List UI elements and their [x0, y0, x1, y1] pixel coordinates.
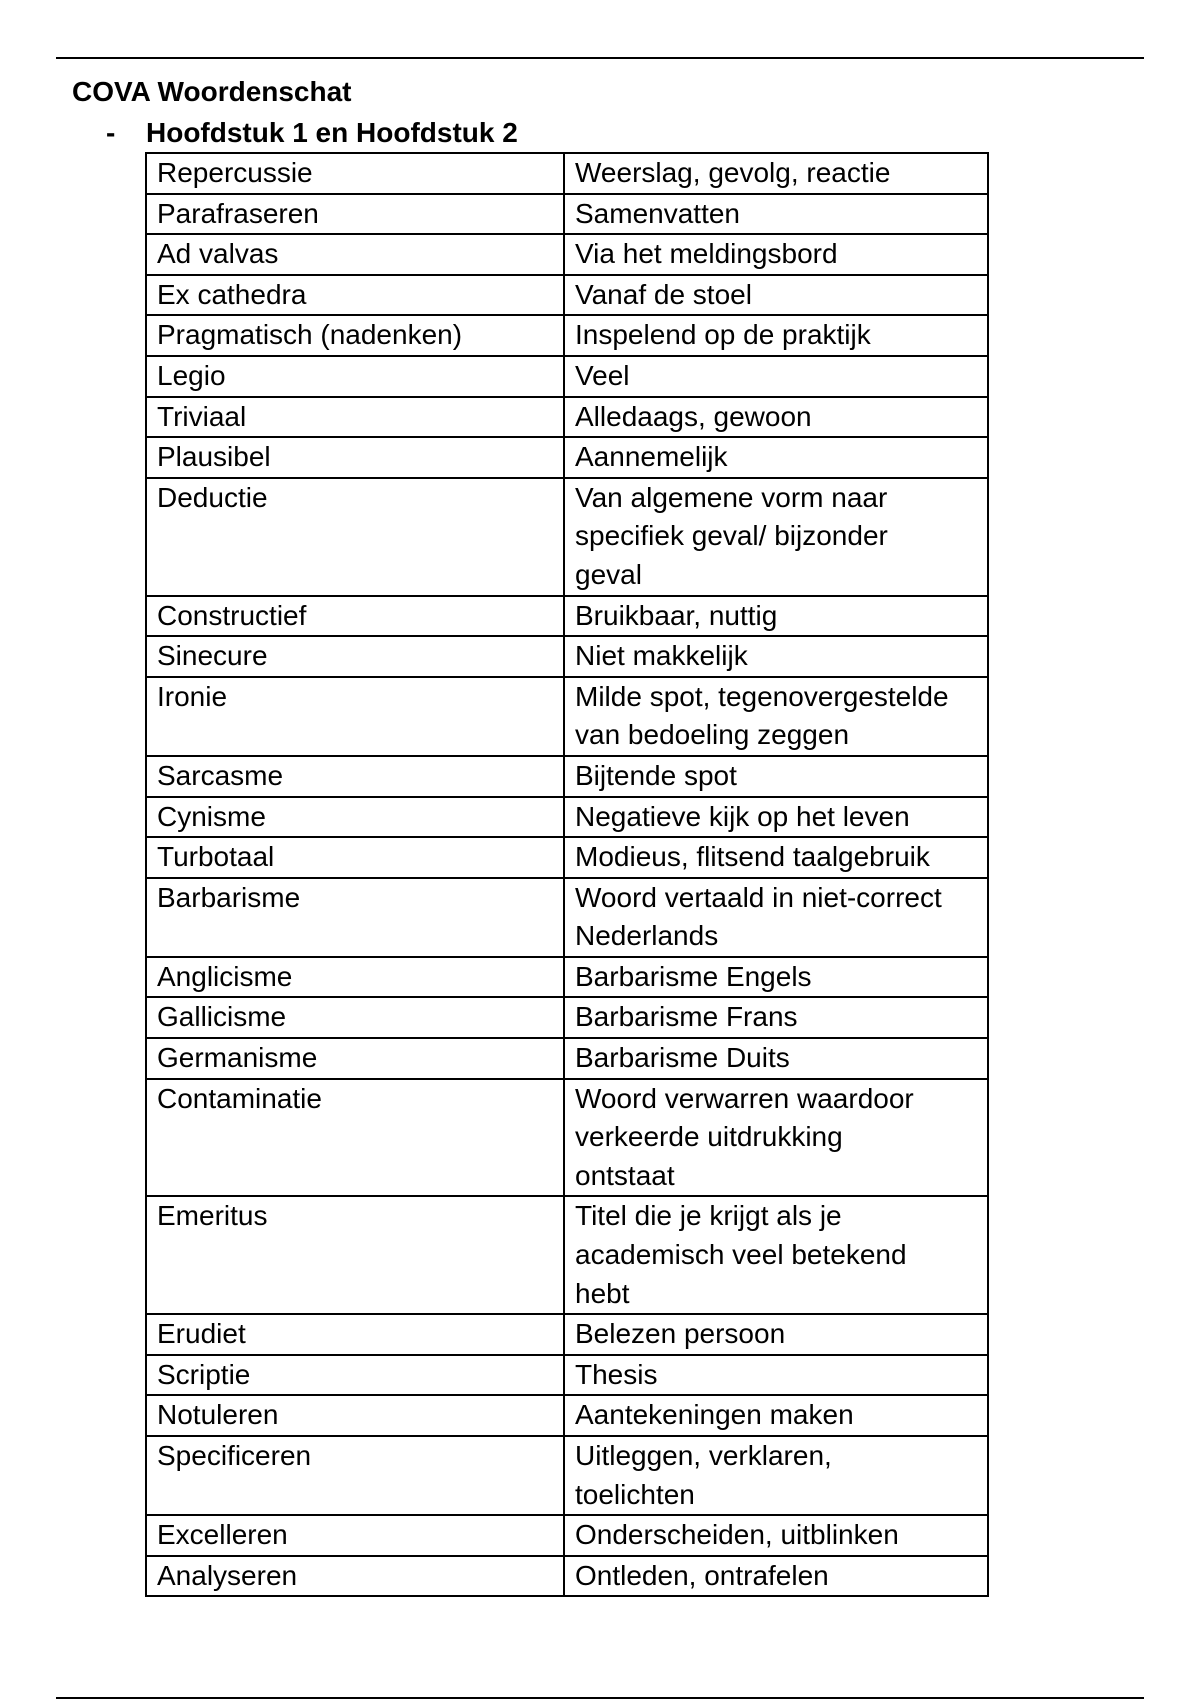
- definition-cell: Aannemelijk: [564, 437, 988, 478]
- definition-cell: Thesis: [564, 1355, 988, 1396]
- table-row: [146, 1436, 988, 1515]
- table-row: [146, 596, 988, 637]
- term-cell: Barbarisme: [146, 878, 564, 957]
- table-row: [146, 1079, 988, 1197]
- definition-cell: Barbarisme Duits: [564, 1038, 988, 1079]
- definition-cell: Vanaf de stoel: [564, 275, 988, 316]
- definition-cell: Niet makkelijk: [564, 636, 988, 677]
- definition-cell: Aantekeningen maken: [564, 1395, 988, 1436]
- definition-cell: Bruikbaar, nuttig: [564, 596, 988, 637]
- term-cell: Pragmatisch (nadenken): [146, 315, 564, 356]
- term-cell: Triviaal: [146, 397, 564, 438]
- definition-cell: Woord verwarren waardoor verkeerde uitdrukking ontstaat: [564, 1079, 988, 1197]
- term-cell: Turbotaal: [146, 837, 564, 878]
- table-row: [146, 397, 988, 438]
- table-row: [146, 478, 988, 596]
- term-cell: Notuleren: [146, 1395, 564, 1436]
- definition-cell: Bijtende spot: [564, 756, 988, 797]
- table-row: [146, 1038, 988, 1079]
- term-cell: Cynisme: [146, 797, 564, 838]
- term-cell: Parafraseren: [146, 194, 564, 235]
- table-row: [146, 636, 988, 677]
- term-cell: Emeritus: [146, 1196, 564, 1314]
- term-cell: Erudiet: [146, 1314, 564, 1355]
- definition-cell: Veel: [564, 356, 988, 397]
- table-row: [146, 1314, 988, 1355]
- term-cell: Repercussie: [146, 153, 564, 194]
- definition-cell: Modieus, flitsend taalgebruik: [564, 837, 988, 878]
- table-row: [146, 1355, 988, 1396]
- section-label: Hoofdstuk 1 en Hoofdstuk 2: [146, 117, 518, 148]
- term-cell: Analyseren: [146, 1556, 564, 1597]
- definition-cell: Uitleggen, verklaren, toelichten: [564, 1436, 988, 1515]
- term-cell: Ex cathedra: [146, 275, 564, 316]
- definition-cell: Titel die je krijgt als je academisch veel betekend hebt: [564, 1196, 988, 1314]
- vocabulary-table-body: [146, 153, 988, 1596]
- term-cell: Ad valvas: [146, 234, 564, 275]
- term-cell: Plausibel: [146, 437, 564, 478]
- table-row: [146, 275, 988, 316]
- section-heading: [106, 115, 518, 151]
- term-cell: Gallicisme: [146, 997, 564, 1038]
- table-row: [146, 437, 988, 478]
- document-title: COVA Woordenschat: [72, 76, 352, 107]
- term-cell: Scriptie: [146, 1355, 564, 1396]
- table-row: [146, 1395, 988, 1436]
- term-cell: Deductie: [146, 478, 564, 596]
- bottom-rule: [56, 1697, 1144, 1699]
- table-row: [146, 234, 988, 275]
- table-row: [146, 1196, 988, 1314]
- definition-cell: Woord vertaald in niet-correct Nederlands: [564, 878, 988, 957]
- definition-cell: Alledaags, gewoon: [564, 397, 988, 438]
- table-row: [146, 837, 988, 878]
- term-cell: Sarcasme: [146, 756, 564, 797]
- definition-cell: Onderscheiden, uitblinken: [564, 1515, 988, 1556]
- table-row: [146, 356, 988, 397]
- table-row: [146, 756, 988, 797]
- term-cell: Ironie: [146, 677, 564, 756]
- vocabulary-table: [145, 152, 989, 1597]
- definition-cell: Via het meldingsbord: [564, 234, 988, 275]
- top-rule: [56, 57, 1144, 59]
- definition-cell: Barbarisme Frans: [564, 997, 988, 1038]
- term-cell: Anglicisme: [146, 957, 564, 998]
- definition-cell: Ontleden, ontrafelen: [564, 1556, 988, 1597]
- table-row: [146, 957, 988, 998]
- term-cell: Germanisme: [146, 1038, 564, 1079]
- definition-cell: Van algemene vorm naar specifiek geval/ bijzonder geval: [564, 478, 988, 596]
- definition-cell: Negatieve kijk op het leven: [564, 797, 988, 838]
- definition-cell: Weerslag, gevolg, reactie: [564, 153, 988, 194]
- table-row: [146, 878, 988, 957]
- term-cell: Constructief: [146, 596, 564, 637]
- table-row: [146, 194, 988, 235]
- table-row: [146, 315, 988, 356]
- definition-cell: Samenvatten: [564, 194, 988, 235]
- definition-cell: Barbarisme Engels: [564, 957, 988, 998]
- definition-cell: Milde spot, tegenovergestelde van bedoeling zeggen: [564, 677, 988, 756]
- definition-cell: Belezen persoon: [564, 1314, 988, 1355]
- term-cell: Legio: [146, 356, 564, 397]
- table-row: [146, 677, 988, 756]
- term-cell: Specificeren: [146, 1436, 564, 1515]
- term-cell: Excelleren: [146, 1515, 564, 1556]
- table-row: [146, 1556, 988, 1597]
- table-row: [146, 797, 988, 838]
- section-bullet: -: [106, 117, 116, 148]
- term-cell: Contaminatie: [146, 1079, 564, 1197]
- table-row: [146, 153, 988, 194]
- table-row: [146, 997, 988, 1038]
- table-row: [146, 1515, 988, 1556]
- term-cell: Sinecure: [146, 636, 564, 677]
- definition-cell: Inspelend op de praktijk: [564, 315, 988, 356]
